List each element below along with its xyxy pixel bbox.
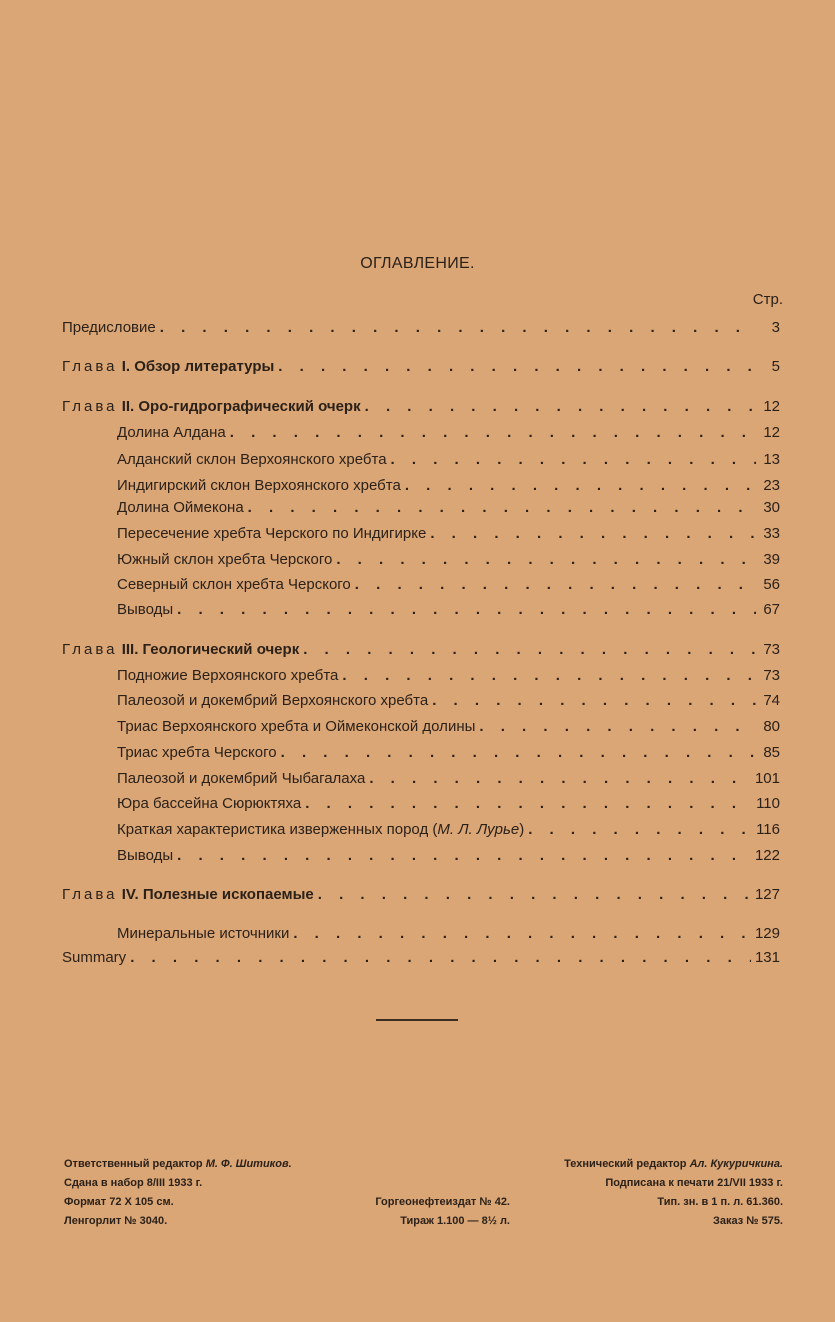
- lengorlit: Ленгорлит № 3040.: [64, 1215, 168, 1227]
- sent-date: Сдана в набор 8/III 1933 г.: [64, 1177, 203, 1189]
- page-number: 110: [756, 795, 780, 812]
- dot-leader: [355, 576, 756, 593]
- section-title: Summary: [62, 949, 127, 966]
- section-title: Алданский склон Верхоянского хребта: [117, 451, 387, 468]
- page-number: 74: [763, 692, 780, 709]
- page-number: 67: [763, 601, 780, 618]
- toc-entry-label: [117, 847, 173, 864]
- toc-entry-label: [62, 398, 361, 415]
- section-title: Северный склон хребта Черского: [117, 576, 351, 593]
- chapter-title: I. Обзор литературы: [121, 358, 275, 375]
- toc-entry-label: [62, 949, 126, 966]
- dot-leader: [318, 886, 751, 903]
- label-end: ): [519, 821, 525, 838]
- section-title: Юра бассейна Сюрюктяха: [117, 795, 302, 812]
- toc-entry: [62, 319, 780, 339]
- imprint-left: [64, 1155, 292, 1231]
- author-name: М. Л. Лурье: [437, 821, 520, 838]
- page-number: 127: [754, 886, 780, 903]
- section-title: Краткая характеристика изверженных пород (: [117, 821, 438, 838]
- tech-editor: Ал. Кукуричкина.: [689, 1158, 783, 1170]
- toc-entry: [117, 525, 780, 545]
- toc-entry: [62, 886, 780, 906]
- page-number: 85: [763, 744, 780, 761]
- chapter-prefix: Глава: [62, 358, 118, 375]
- dot-leader: [160, 319, 756, 336]
- toc-entry-label: [117, 795, 301, 812]
- format: Формат 72 X 105 см.: [64, 1196, 174, 1208]
- toc-entry-label: [62, 886, 314, 903]
- toc-entry: [117, 576, 780, 596]
- toc-entry: [117, 551, 780, 571]
- section-title: Триас Верхоянского хребта и Оймеконской долины: [117, 718, 476, 735]
- toc-entry-label: [117, 821, 524, 838]
- toc-entry: [117, 718, 780, 738]
- resp-editor-label: Ответственный редактор: [64, 1158, 203, 1170]
- toc-entry: [117, 667, 780, 687]
- toc-entry: [117, 770, 780, 790]
- dot-leader: [432, 692, 756, 709]
- dot-leader: [177, 601, 756, 618]
- section-title: Долина Алдана: [117, 424, 226, 441]
- page-column-label: Стр.: [752, 291, 783, 308]
- section-title: Выводы: [117, 601, 174, 618]
- toc-entry-label: [117, 451, 387, 468]
- toc-entry: [117, 601, 780, 621]
- page-number: 101: [754, 770, 780, 787]
- toc-entry: [117, 847, 780, 867]
- section-title: Палеозой и докембрий Чыбагалаха: [117, 770, 366, 787]
- chapter-prefix: Глава: [62, 886, 118, 903]
- section-title: Выводы: [117, 847, 174, 864]
- toc-entry-label: [117, 424, 226, 441]
- signed-date: Подписана к печати 21/VII 1933 г.: [605, 1177, 783, 1189]
- order-number: Заказ № 575.: [712, 1215, 783, 1227]
- toc-entry-label: [117, 718, 475, 735]
- chars-per-sheet: Тип. зн. в 1 п. л. 61.360.: [657, 1196, 783, 1208]
- toc-entry: [117, 925, 780, 945]
- section-title: Триас хребта Черского: [117, 744, 277, 761]
- section-title: Минеральные источники: [117, 925, 290, 942]
- chapter-title: III. Геологический очерк: [121, 641, 300, 658]
- toc-entry-label: [117, 576, 351, 593]
- section-title: Палеозой и докембрий Верхоянского хребта: [117, 692, 429, 709]
- toc-entry: [117, 477, 780, 497]
- page-number: 56: [763, 576, 780, 593]
- dot-leader: [430, 525, 756, 542]
- page-number: 80: [763, 718, 780, 735]
- section-title: Индигирский склон Верхоянского хребта: [117, 477, 401, 494]
- section-title: Долина Оймекона: [117, 499, 244, 516]
- divider: [376, 1019, 458, 1021]
- toc-entry-label: [117, 499, 244, 516]
- section-title: Пересечение хребта Черского по Индигирке: [117, 525, 427, 542]
- toc-entry-label: [117, 601, 173, 618]
- toc-entry: [117, 744, 780, 764]
- toc-entry-label: [62, 358, 274, 375]
- dot-leader: [177, 847, 751, 864]
- dot-leader: [130, 949, 751, 966]
- toc-entry: [62, 358, 780, 378]
- toc-entry-label: [117, 667, 338, 684]
- toc-entry-label: [117, 525, 426, 542]
- dot-leader: [369, 770, 751, 787]
- page-number: 5: [771, 358, 780, 375]
- dot-leader: [278, 358, 756, 375]
- page-number: 3: [771, 319, 780, 336]
- page-number: 12: [763, 398, 780, 415]
- dot-leader: [281, 744, 756, 761]
- section-title: Предисловие: [62, 319, 156, 336]
- toc-entry-label: [117, 692, 428, 709]
- dot-leader: [405, 477, 756, 494]
- dot-leader: [365, 398, 756, 415]
- chapter-title: IV. Полезные ископаемые: [121, 886, 314, 903]
- section-title: Подножие Верхоянского хребта: [117, 667, 339, 684]
- page-number: 129: [754, 925, 780, 942]
- toc-entry: [117, 821, 780, 841]
- dot-leader: [248, 499, 756, 516]
- page-number: 33: [763, 525, 780, 542]
- toc-entry-label: [62, 641, 299, 658]
- page-number: 12: [763, 424, 780, 441]
- toc-entry: [117, 451, 780, 471]
- toc-entry-label: [117, 477, 401, 494]
- dot-leader: [479, 718, 756, 735]
- dot-leader: [293, 925, 751, 942]
- dot-leader: [391, 451, 756, 468]
- page-number: 122: [754, 847, 780, 864]
- imprint-middle: [350, 1155, 510, 1231]
- page-number: 116: [756, 821, 780, 838]
- page-number: 30: [763, 499, 780, 516]
- chapter-title: II. Оро-гидрографический очерк: [121, 398, 361, 415]
- page-title: ОГЛАВЛЕНИЕ.: [360, 255, 475, 272]
- chapter-prefix: Глава: [62, 398, 118, 415]
- page-number: 23: [763, 477, 780, 494]
- toc-entry-label: [117, 744, 277, 761]
- tech-editor-label: Технический редактор: [564, 1158, 687, 1170]
- print-run: Тираж 1.100 — 8½ л.: [400, 1215, 510, 1227]
- toc-entry: [117, 692, 780, 712]
- toc-entry: [62, 949, 780, 969]
- toc-entry-label: [62, 319, 156, 336]
- toc-entry: [117, 795, 780, 815]
- toc-entry-label: [117, 770, 365, 787]
- dot-leader: [342, 667, 756, 684]
- toc-entry: [117, 424, 780, 444]
- imprint-right: [564, 1155, 783, 1231]
- dot-leader: [336, 551, 756, 568]
- toc-entry-label: [117, 551, 332, 568]
- resp-editor: М. Ф. Шитиков.: [205, 1158, 292, 1170]
- page-number: 73: [763, 641, 780, 658]
- page-number: 13: [763, 451, 780, 468]
- toc-entry: [117, 499, 780, 519]
- toc-entry: [62, 398, 780, 418]
- section-title: Южный склон хребта Черского: [117, 551, 333, 568]
- dot-leader: [303, 641, 756, 658]
- toc-entry: [62, 641, 780, 661]
- dot-leader: [230, 424, 756, 441]
- chapter-prefix: Глава: [62, 641, 118, 658]
- page-number: 131: [754, 949, 780, 966]
- page-number: 39: [763, 551, 780, 568]
- toc-entry-label: [117, 925, 289, 942]
- dot-leader: [305, 795, 752, 812]
- page-number: 73: [763, 667, 780, 684]
- dot-leader: [528, 821, 752, 838]
- publisher: Горгеонефтеиздат № 42.: [375, 1196, 510, 1208]
